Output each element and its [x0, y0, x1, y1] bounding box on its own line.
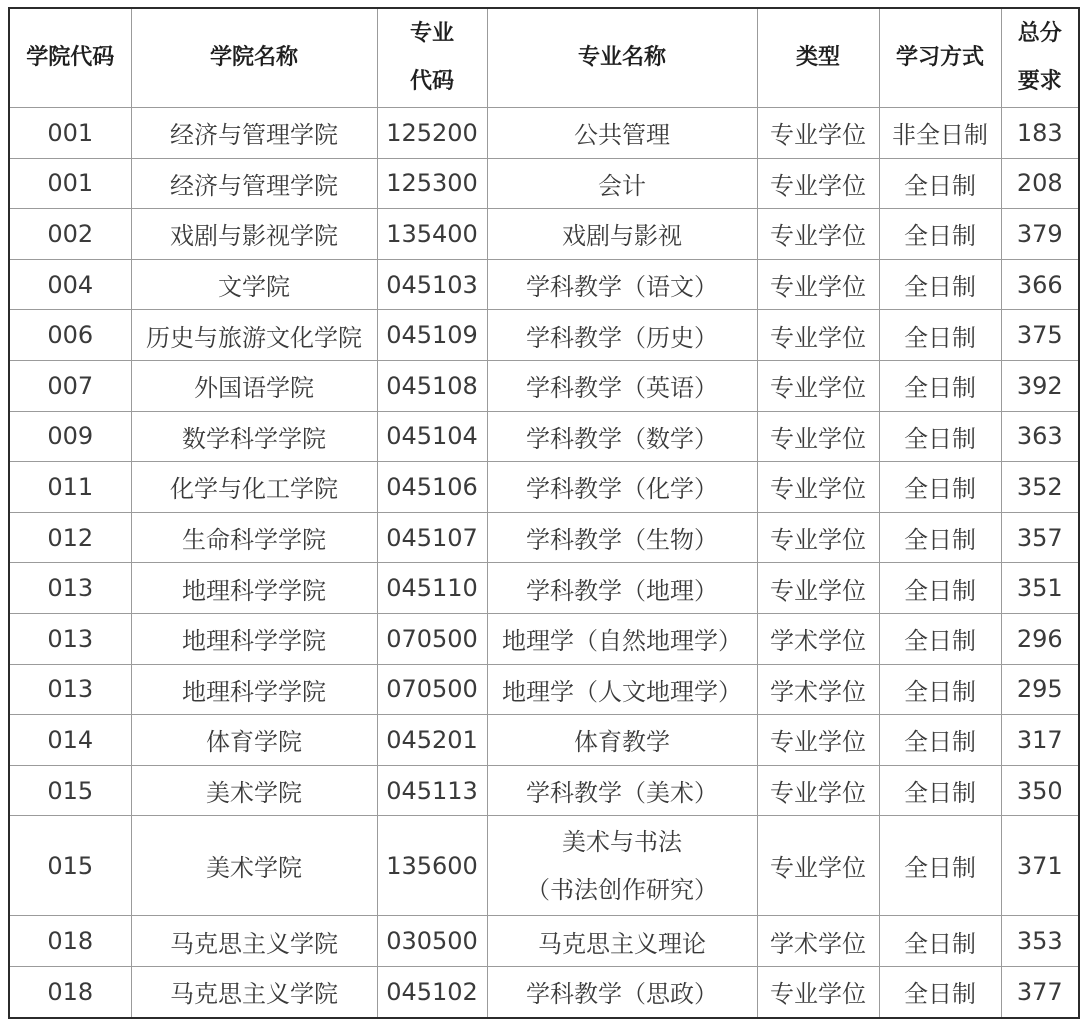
cell-total-score: 296 — [1001, 613, 1079, 664]
cell-college-code: 001 — [9, 108, 131, 159]
cell-total-score: 183 — [1001, 108, 1079, 159]
table-row — [9, 158, 1079, 209]
header-major-name: 专业名称 — [487, 8, 757, 108]
table-row — [9, 966, 1079, 1017]
cell-college-name: 经济与管理学院 — [131, 158, 377, 209]
cell-major-code: 045104 — [377, 411, 487, 462]
table-row — [9, 765, 1079, 816]
cell-college-code: 018 — [9, 966, 131, 1017]
cell-study-mode: 全日制 — [879, 360, 1001, 411]
cell-college-name: 数学科学学院 — [131, 411, 377, 462]
cell-college-name: 地理科学学院 — [131, 613, 377, 664]
table-row — [9, 613, 1079, 664]
cell-type: 专业学位 — [757, 966, 879, 1017]
cell-college-code: 004 — [9, 259, 131, 310]
cell-study-mode: 全日制 — [879, 563, 1001, 614]
cell-college-name: 外国语学院 — [131, 360, 377, 411]
table-body — [9, 108, 1079, 1018]
cell-study-mode: 非全日制 — [879, 108, 1001, 159]
admission-table-container — [8, 7, 1080, 1019]
cell-study-mode: 全日制 — [879, 158, 1001, 209]
cell-major-name: 学科教学（生物） — [487, 512, 757, 563]
cell-type: 专业学位 — [757, 310, 879, 361]
cell-college-code: 011 — [9, 462, 131, 513]
cell-major-code: 070500 — [377, 613, 487, 664]
table-row — [9, 816, 1079, 916]
cell-type: 专业学位 — [757, 360, 879, 411]
table-row — [9, 209, 1079, 260]
cell-total-score: 208 — [1001, 158, 1079, 209]
header-total-line2: 要求 — [1017, 69, 1062, 94]
header-total-score — [1001, 8, 1079, 108]
table-row — [9, 916, 1079, 967]
cell-study-mode: 全日制 — [879, 966, 1001, 1017]
cell-major-code: 125300 — [377, 158, 487, 209]
cell-total-score: 392 — [1001, 360, 1079, 411]
cell-major-name: 地理学（人文地理学） — [487, 664, 757, 715]
cell-college-code: 006 — [9, 310, 131, 361]
cell-total-score: 350 — [1001, 765, 1079, 816]
cell-major-code: 070500 — [377, 664, 487, 715]
cell-college-code: 015 — [9, 765, 131, 816]
cell-major-name: 会计 — [487, 158, 757, 209]
cell-major-name: 学科教学（语文） — [487, 259, 757, 310]
admission-score-table — [8, 7, 1080, 1019]
cell-total-score: 317 — [1001, 715, 1079, 766]
cell-study-mode: 全日制 — [879, 209, 1001, 260]
cell-college-code: 015 — [9, 816, 131, 916]
cell-college-name: 马克思主义学院 — [131, 966, 377, 1017]
cell-major-name: 马克思主义理论 — [487, 916, 757, 967]
header-study-mode: 学习方式 — [879, 8, 1001, 108]
cell-major-code: 045113 — [377, 765, 487, 816]
cell-college-code: 009 — [9, 411, 131, 462]
cell-college-name: 文学院 — [131, 259, 377, 310]
cell-college-name: 美术学院 — [131, 765, 377, 816]
header-college-name: 学院名称 — [131, 8, 377, 108]
table-row — [9, 411, 1079, 462]
cell-total-score: 377 — [1001, 966, 1079, 1017]
cell-major-name: 学科教学（美术） — [487, 765, 757, 816]
table-row — [9, 512, 1079, 563]
cell-major-code: 045109 — [377, 310, 487, 361]
cell-college-name: 戏剧与影视学院 — [131, 209, 377, 260]
cell-study-mode: 全日制 — [879, 411, 1001, 462]
cell-type: 专业学位 — [757, 765, 879, 816]
cell-major-code: 030500 — [377, 916, 487, 967]
cell-study-mode: 全日制 — [879, 816, 1001, 916]
header-type: 类型 — [757, 8, 879, 108]
cell-major-name: 学科教学（数学） — [487, 411, 757, 462]
cell-college-name: 马克思主义学院 — [131, 916, 377, 967]
cell-college-code: 002 — [9, 209, 131, 260]
cell-type: 专业学位 — [757, 816, 879, 916]
cell-study-mode: 全日制 — [879, 715, 1001, 766]
cell-college-name: 生命科学学院 — [131, 512, 377, 563]
cell-major-name: 学科教学（化学） — [487, 462, 757, 513]
cell-type: 专业学位 — [757, 209, 879, 260]
cell-major-name: 地理学（自然地理学） — [487, 613, 757, 664]
table-row — [9, 310, 1079, 361]
cell-total-score: 363 — [1001, 411, 1079, 462]
cell-study-mode: 全日制 — [879, 765, 1001, 816]
cell-major-code: 135600 — [377, 816, 487, 916]
cell-college-name: 经济与管理学院 — [131, 108, 377, 159]
cell-total-score: 379 — [1001, 209, 1079, 260]
table-row — [9, 108, 1079, 159]
header-major-code-line1: 专业 — [409, 21, 454, 46]
cell-major-code: 045106 — [377, 462, 487, 513]
cell-college-name: 化学与化工学院 — [131, 462, 377, 513]
cell-total-score: 295 — [1001, 664, 1079, 715]
cell-total-score: 352 — [1001, 462, 1079, 513]
cell-type: 专业学位 — [757, 411, 879, 462]
cell-major-code: 125200 — [377, 108, 487, 159]
major-name-line1: 美术与书法 — [562, 827, 682, 856]
cell-total-score: 366 — [1001, 259, 1079, 310]
cell-major-name: 公共管理 — [487, 108, 757, 159]
table-row — [9, 664, 1079, 715]
header-major-code-line2: 代码 — [409, 69, 454, 94]
cell-study-mode: 全日制 — [879, 613, 1001, 664]
table-row — [9, 360, 1079, 411]
cell-college-code: 013 — [9, 563, 131, 614]
cell-study-mode: 全日制 — [879, 259, 1001, 310]
table-row — [9, 259, 1079, 310]
cell-type: 专业学位 — [757, 563, 879, 614]
cell-total-score: 375 — [1001, 310, 1079, 361]
cell-major-name: 学科教学（地理） — [487, 563, 757, 614]
cell-major-code: 045108 — [377, 360, 487, 411]
cell-major-code: 045102 — [377, 966, 487, 1017]
cell-college-code: 013 — [9, 613, 131, 664]
cell-study-mode: 全日制 — [879, 664, 1001, 715]
cell-study-mode: 全日制 — [879, 916, 1001, 967]
cell-college-name: 美术学院 — [131, 816, 377, 916]
cell-college-name: 体育学院 — [131, 715, 377, 766]
cell-major-name: 体育教学 — [487, 715, 757, 766]
cell-type: 学术学位 — [757, 664, 879, 715]
cell-type: 专业学位 — [757, 715, 879, 766]
cell-type: 学术学位 — [757, 916, 879, 967]
header-college-code: 学院代码 — [9, 8, 131, 108]
cell-major-code: 045107 — [377, 512, 487, 563]
cell-total-score: 371 — [1001, 816, 1079, 916]
cell-college-code: 012 — [9, 512, 131, 563]
cell-study-mode: 全日制 — [879, 462, 1001, 513]
cell-college-name: 历史与旅游文化学院 — [131, 310, 377, 361]
cell-type: 专业学位 — [757, 158, 879, 209]
cell-college-code: 013 — [9, 664, 131, 715]
cell-major-name: 学科教学（英语） — [487, 360, 757, 411]
cell-major-code: 045201 — [377, 715, 487, 766]
cell-total-score: 357 — [1001, 512, 1079, 563]
cell-type: 学术学位 — [757, 613, 879, 664]
cell-type: 专业学位 — [757, 512, 879, 563]
cell-college-code: 014 — [9, 715, 131, 766]
cell-major-name: 学科教学（思政） — [487, 966, 757, 1017]
table-row — [9, 715, 1079, 766]
cell-total-score: 351 — [1001, 563, 1079, 614]
cell-study-mode: 全日制 — [879, 512, 1001, 563]
cell-study-mode: 全日制 — [879, 310, 1001, 361]
header-major-code — [377, 8, 487, 108]
major-name-line2: （书法创作研究） — [526, 875, 718, 904]
cell-total-score: 353 — [1001, 916, 1079, 967]
table-row — [9, 563, 1079, 614]
table-row — [9, 462, 1079, 513]
cell-college-code: 018 — [9, 916, 131, 967]
cell-college-name: 地理科学学院 — [131, 563, 377, 614]
cell-major-code: 045103 — [377, 259, 487, 310]
cell-type: 专业学位 — [757, 259, 879, 310]
cell-major-name: 学科教学（历史） — [487, 310, 757, 361]
table-header-row — [9, 8, 1079, 108]
cell-major-name: 戏剧与影视 — [487, 209, 757, 260]
cell-major-name — [487, 816, 757, 916]
header-total-line1: 总分 — [1017, 21, 1062, 46]
cell-college-code: 007 — [9, 360, 131, 411]
cell-type: 专业学位 — [757, 108, 879, 159]
cell-major-code: 045110 — [377, 563, 487, 614]
cell-college-code: 001 — [9, 158, 131, 209]
cell-major-code: 135400 — [377, 209, 487, 260]
cell-type: 专业学位 — [757, 462, 879, 513]
cell-college-name: 地理科学学院 — [131, 664, 377, 715]
